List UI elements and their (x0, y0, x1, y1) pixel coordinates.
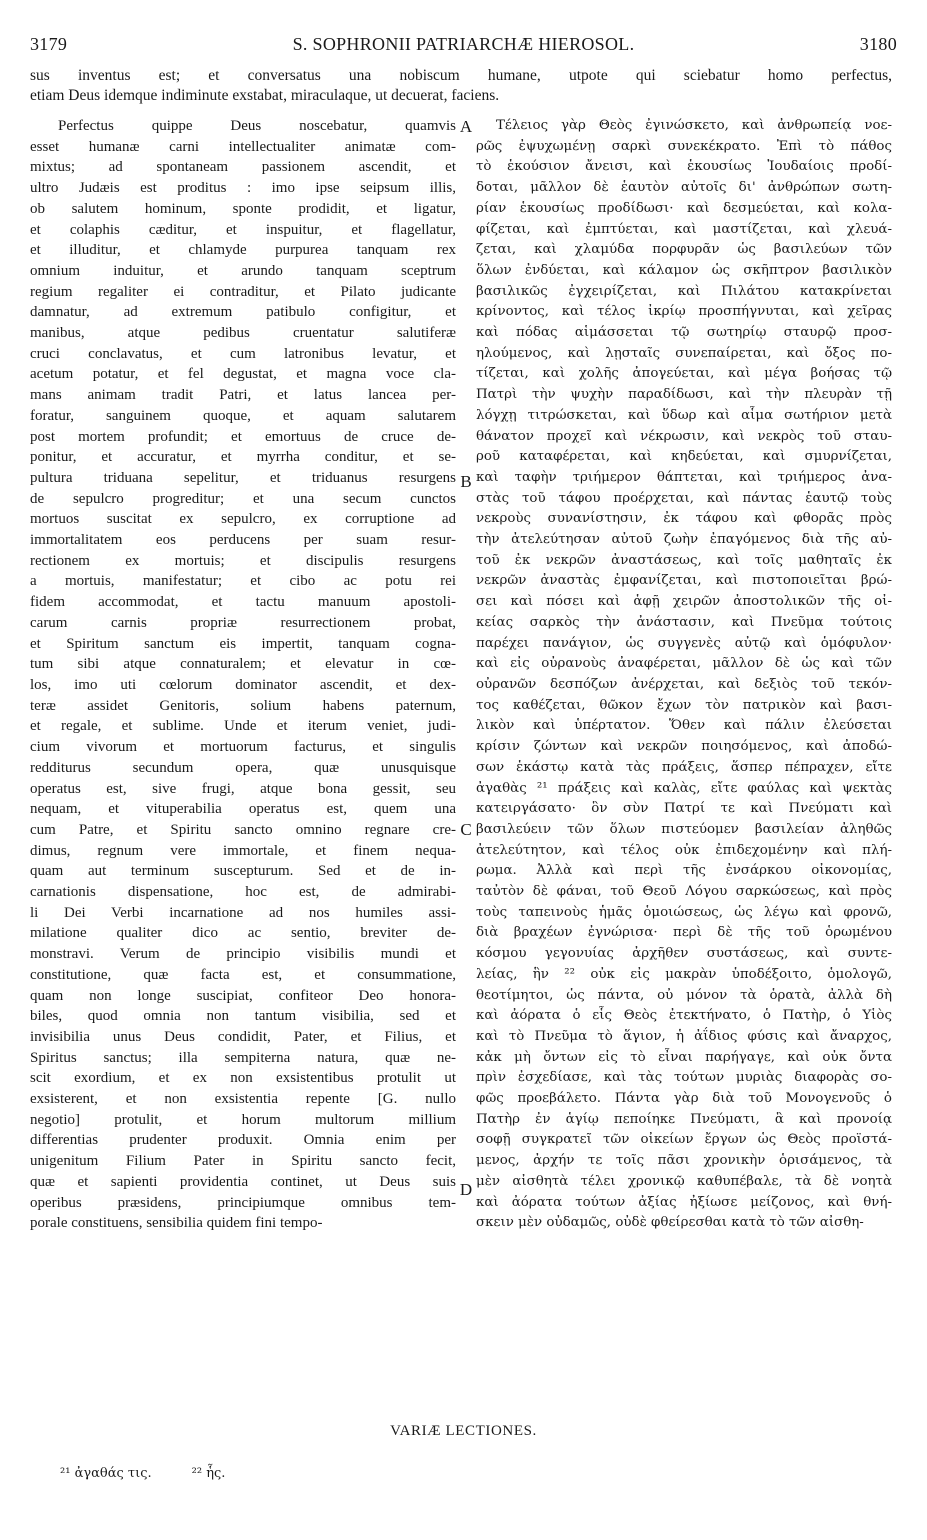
latin-line: immortalitatem eos perducens per suam resur- (30, 532, 456, 549)
greek-line: μὲν αἰσθητὰ τέλει χρονικῷ καθυπέβαλε, τὰ δὲ νοητὰ (476, 1173, 892, 1189)
page-number-right: 3180 (859, 34, 897, 54)
greek-line: διὰ βραχέων ἐγνώρισα· περὶ δὲ τῆς τοῦ ὁρωμένου (476, 925, 892, 941)
latin-line: scit exordium, et ex non exsistentibus protulit ut (30, 1070, 456, 1087)
greek-line: καὶ πόδας αἱμάσσεται τῷ σωτηρίῳ σταυρῷ προσ- (476, 325, 892, 341)
greek-line: ἀτελεύτητον, καὶ τέλος οὐκ ἐπιδεχομένην καὶ πλή- (476, 842, 892, 858)
greek-line: θάνατον προχεῖ καὶ νέκρωσιν, καὶ νεκρὸς τοῦ σταυ- (476, 428, 892, 444)
greek-line: κόσμου γεγονυίας ἀρχῆθεν συστάσεως, καὶ συντε- (476, 946, 892, 962)
greek-line: λόγχῃ τιτρώσκεται, καὶ ὕδωρ καὶ αἷμα σωτήριον μετὰ (476, 407, 892, 423)
latin-line: omnium induitur, et arundo tanquam sceptrum (30, 262, 456, 279)
latin-line: ob salutem hominum, sponte prodidit, et ligatur, (30, 200, 456, 217)
latin-line: carnationis dispensatione, hoc est, de admirabi- (30, 884, 456, 901)
latin-line: biles, quod omnia non tantum visibilia, sed et (30, 1008, 456, 1025)
greek-line: ρίαν ἑκουσίως προδίδωσι· καὶ δεσμεύεται, καὶ κολα- (476, 200, 892, 216)
latin-line: monstravi. Verum de principio visibilis mundi et (30, 946, 456, 963)
latin-line: Spiritus sanctus; illa sempiterna natura, quæ ne- (30, 1049, 456, 1066)
greek-line: ἀγαθὰς ²¹ πράξεις καὶ καλὰς, εἴτε φαύλας καὶ ψεκτὰς (476, 780, 892, 796)
greek-line: φῶς προεβάλετο. Πάντα γὰρ διὰ τοῦ Μονογενοῦς ὁ (476, 1091, 892, 1107)
latin-line: post mortem profundit; et emortuus de cruce de- (30, 428, 456, 445)
latin-line: et illuditur, et chlamyde purpurea tanquam rex (30, 242, 456, 259)
running-header (30, 34, 897, 60)
footnote (60, 1466, 152, 1481)
latin-line: et regale, et sublime. Unde et iterum veniet, judi- (30, 718, 456, 735)
latin-line: quam non longe suscipiat, confiteor Deo honora- (30, 987, 456, 1004)
latin-line: operatus est, sive frugi, atque bona gessit, seu (30, 780, 456, 797)
latin-line: los, imo uti cœlorum dominator ascendit, et dex- (30, 676, 456, 693)
footnote-text: ἀγαθάς τις. (74, 1466, 152, 1481)
intro-line: etiam Deus idemque indiminute exstabat, miraculaque, ut decuerat, faciens. (30, 87, 500, 104)
latin-line: et Spiritum sanctum eis impertit, tanquam cogna- (30, 635, 456, 652)
footnote-number: ²² (191, 1466, 203, 1481)
latin-line: mixtus; ad spontaneam passionem ascendit, et (30, 159, 456, 176)
intro-line: sus inventus est; et conversatus una nobiscum humane, utpote qui sciebatur homo perfectus, (30, 67, 892, 84)
greek-line: βασιλεύειν τῶν ὅλων πιστεύομεν βασιλείαν ἀληθῶς (476, 821, 892, 837)
section-marker-d: D (459, 1180, 473, 1199)
latin-line: et colaphis cæditur, et inspuitur, et flagellatur, (30, 221, 456, 238)
greek-line: μενος, ἀρχήν τε τοῖς πᾶσι χρονικὴν ὁρισάμενος, τὰ (476, 1153, 892, 1169)
greek-line: κρίσιν ζώντων καὶ νεκρῶν ποιησόμενος, καὶ ἀποδώ- (476, 739, 892, 755)
greek-line: κρίνοντος, καὶ τέλος ἰκρίῳ προσπήγνυται, καὶ χεῖρας (476, 304, 892, 320)
greek-line: νεκρῶν ἀναστὰς ἐμφανίζεται, καὶ πιστοποιεῖται βρώ- (476, 573, 892, 589)
greek-line: Πατρὶ τὴν ψυχὴν παραδίδωσι, καὶ τὴν πλευρὰν τῇ (476, 387, 892, 403)
greek-column (476, 116, 892, 1234)
latin-line: negotio] protulit, et horum multorum millium (30, 1111, 456, 1128)
latin-line: differentias prudenter produxit. Omnia enim per (30, 1132, 456, 1149)
latin-line: dimus, regnum vere immortale, et finem nequa- (30, 842, 456, 859)
greek-line: ρωμα. Ἀλλὰ καὶ περὶ τῆς ἐνσάρκου οἰκονομίας, (476, 863, 892, 879)
latin-line: esset humanæ carni intellectualiter animatæ com- (30, 138, 456, 155)
greek-line: καὶ τὸ Πνεῦμα τὸ ἅγιον, ἡ ἀΐδιος φύσις καὶ ἄναρχος, (476, 1028, 892, 1044)
latin-line: cruci conclavatus, et cum latronibus levatur, et (30, 345, 456, 362)
page-number-left: 3179 (30, 34, 68, 54)
footnote (192, 1466, 226, 1481)
greek-line: βασιλικῶς ἐγχειρίζεται, καὶ Πιλάτου κατακρίνεται (476, 283, 892, 299)
latin-line: porale constituens, sensibilia quidem fini tempo- (30, 1215, 323, 1232)
greek-line: τοὺς ταπεινοὺς ἡμᾶς ὁμοιώσεως, ὡς λέγω καὶ φρονῶ, (476, 904, 892, 920)
latin-line: milatione qualiter dico ac sentio, breviter de- (30, 925, 456, 942)
latin-line: acetum potatur, et fel degustat, et magna voce cla- (30, 366, 456, 383)
footnote-text: ἧς. (206, 1466, 226, 1481)
greek-line: ζεται, καὶ χλαμύδα πορφυρᾶν ὡς βασιλεύων τῶν (476, 242, 892, 258)
greek-line: οὐρανῶν δεσπόζων ἀνέρχεται, καὶ δεξιὸς τοῦ τεκόν- (476, 676, 892, 692)
greek-line: λικὸν καὶ ὑπέρτατον. Ὅθεν καὶ πάλιν ἐλεύσεται (476, 718, 892, 734)
greek-line: τὴν ἀτελεύτησαν αὐτοῦ ζωὴν ἐπαγόμενος διὰ τῆς αὐ- (476, 532, 892, 548)
greek-line: καὶ ἀόρατα ὁ εἷς Θεὸς ἐτεκτήνατο, ὁ Πατὴρ, ὁ Υἱὸς (476, 1008, 892, 1024)
latin-line: unigenitum Filium Pater in Spiritu sancto fecit, (30, 1153, 456, 1170)
greek-line: καὶ ταφὴν τριήμερον θάπτεται, καὶ τριήμερος ἀνα- (476, 469, 892, 485)
greek-line: τὸ ἑκούσιον ἄνεισι, καὶ ἑκουσίως Ἰουδαίοις προδί- (476, 159, 892, 175)
greek-line: θεοτίμητοι, ὡς πάντα, οὐ μόνον τὰ ὁρατὰ, ἀλλὰ δὴ (476, 987, 892, 1003)
latin-line: nequam, et vituperabilia operatus est, quem una (30, 801, 456, 818)
latin-line: mortuos suscitat ex sepulcro, ex corruptione ad (30, 511, 456, 528)
greek-line: ροῦ καταφέρεται, καὶ κηδεύεται, καὶ σμυρνίζεται, (476, 449, 892, 465)
greek-line: νεκροὺς συνανίστησιν, ἐκ τάφου καὶ φθορᾶς πρὸς (476, 511, 892, 527)
greek-line: σκειν μὲν οὐδαμῶς, οὐδὲ φθείρεσθαι κατὰ τὸ τῶν αἰσθη- (476, 1215, 864, 1231)
greek-line: Πατὴρ ἐν ἁγίῳ πεποίηκε Πνεύματι, ἃ καὶ προνοίᾳ (476, 1111, 892, 1127)
latin-line: pultura triduana sepelitur, et triduanus resurgens (30, 469, 456, 486)
section-marker-b: B (460, 472, 472, 491)
greek-line: ταὐτὸν δὲ φάναι, τοῦ Θεοῦ Λόγου σαρκώσεως, καὶ πρὸς (476, 884, 892, 900)
greek-line: ὅλων ἐνδύεται, καὶ κάλαμον ὡς σκῆπτρον βασιλικὸν (476, 262, 892, 278)
greek-line: καὶ εἰς οὐρανοὺς ἀναφέρεται, μᾶλλον δὲ ὡς καὶ τῶν (476, 656, 892, 672)
latin-line: cum Patre, et Spiritu sancto omnino regnare cre- (30, 821, 456, 838)
latin-line: quæ et sapienti providentia continet, ut Deus suis (30, 1173, 456, 1190)
greek-line: δοται, μᾶλλον δὲ ἑαυτὸν αὐτοῖς δι' ἀνθρώπων σωτη- (476, 180, 892, 196)
greek-line: στὰς τοῦ τάφου προέρχεται, καὶ πάντας ἑαυτῷ τοὺς (476, 490, 892, 506)
greek-line: ρῶς ἐψυχωμένῃ σαρκὶ συνεκέκρατο. Ἐπὶ τὸ πάθος (476, 138, 892, 154)
latin-line: a mortuis, manifestatur; et cibo ac potu rei (30, 573, 456, 590)
latin-line: operibus præsidens, principiumque omnibus tem- (30, 1194, 456, 1211)
greek-line: πρὶν ἐσχεδίασε, καὶ τὰς τούτων μυριὰς διαφορὰς σο- (476, 1070, 892, 1086)
greek-line: τίζεται, καὶ χολῆς ἀπογεύεται, καὶ μέγα βοήσας τῷ (476, 366, 892, 382)
greek-line: τοῦ ἐκ νεκρῶν ἀναστάσεως, καὶ τοῖς μαθηταῖς ἐκ (476, 552, 892, 568)
greek-line: λείας, ἣν ²² οὐκ εἰς μακρὰν ὑποδέξοιτο, ὁμολογῶ, (476, 966, 892, 982)
footnotes (60, 1466, 265, 1481)
latin-line: tum sibi atque connaturalem; et elevatur in cœ- (30, 656, 456, 673)
greek-line: τος καθέζεται, θῶκον ἔχων τὸν πατρικὸν καὶ βασι- (476, 697, 892, 713)
running-title: S. SOPHRONII PATRIARCHÆ HIEROSOL. (292, 34, 635, 54)
section-marker-a: A (459, 117, 473, 136)
latin-line: li Dei Verbi incarnatione ad nos humiles assi- (30, 904, 456, 921)
latin-line: ponitur, et accuratur, et myrrha conditur, et se- (30, 449, 456, 466)
latin-line: teræ assidet Genitoris, solium habens paternum, (30, 697, 456, 714)
greek-line: κἀκ μὴ ὄντων εἰς τὸ εἶναι παρήγαγε, καὶ οὐκ ὄντα (476, 1049, 892, 1065)
latin-line: mans animam tradit Patri, et latus lancea per- (30, 387, 456, 404)
greek-line: παρέχει πανάγιον, ὡς συγγενὲς αὐτῷ καὶ ὁμόφυλον· (476, 635, 892, 651)
latin-line: invisibilia unus Deus condidit, Pater, et Filius, et (30, 1028, 456, 1045)
latin-line: carum carnis propriæ resurrectionem probat, (30, 614, 456, 631)
greek-line: σοφῇ συγκρατεῖ τῶν οἰκείων ἔργων ὡς Θεὸς προϊστά- (476, 1132, 892, 1148)
greek-line: καὶ ἀόρατα τούτων ἀξίας ἠξίωσε μείζονος, καὶ θνή- (476, 1194, 892, 1210)
section-marker-c: C (460, 820, 472, 839)
latin-line: manibus, atque pedibus cruentatur salutiferæ (30, 325, 456, 342)
latin-line: cium vivorum et mortuorum facturus, et singulis (30, 739, 456, 756)
footnote-number: ²¹ (60, 1466, 71, 1481)
intro-paragraph (30, 66, 892, 106)
latin-line: constitutione, quæ facta est, et consummatione, (30, 966, 456, 983)
greek-line: Τέλειος γὰρ Θεὸς ἐγινώσκετο, καὶ ἀνθρωπείᾳ νοε- (496, 118, 892, 133)
latin-line: regium regaliter ei contraditur, et Pilato judicante (30, 283, 456, 300)
latin-line: ultro Judæis est proditus : imo ipse seipsum illis, (30, 180, 456, 197)
latin-line: rectionem ex mortuis; et discipulis resurgens (30, 552, 456, 569)
greek-line: σων ἑκάστῳ κατὰ τὰς πράξεις, ἅσπερ πέπραχεν, εἴτε (476, 759, 892, 775)
latin-line: quam aut terminum suscepturum. Sed et de in- (30, 863, 456, 880)
latin-column (30, 116, 456, 1234)
latin-line: de sepulcro progreditur; et una secum cunctos (30, 490, 456, 507)
greek-line: σει καὶ πόσει καὶ ἁφῇ χειρῶν ἀποστολικῶν τῆς οἰ- (476, 594, 892, 610)
latin-line: Perfectus quippe Deus noscebatur, quamvis (58, 118, 456, 134)
greek-line: ηλούμενος, καὶ λῃσταῖς συνεπαίρεται, καὶ ὄξος πο- (476, 345, 892, 361)
greek-line: κατειργάσατο· ὃν σὺν Πατρί τε καὶ Πνεύματι καὶ (476, 801, 892, 817)
latin-line: foratur, sanguinem quoque, et aquam salutarem (30, 407, 456, 424)
variae-lectiones-heading: VARIÆ LECTIONES. (390, 1423, 537, 1439)
greek-line: φίζεται, καὶ ἐμπτύεται, καὶ μαστίζεται, καὶ χλευά- (476, 221, 892, 237)
latin-line: fidem accommodat, et tactu manuum apostoli- (30, 594, 456, 611)
greek-line: κείας σαρκὸς τὴν ἀνάστασιν, καὶ Πνεῦμα τούτοις (476, 614, 892, 630)
latin-line: redditurus secundum opera, quæ unusquisque (30, 759, 456, 776)
latin-line: exsisterent, et non exsistentia repente [G. nullo (30, 1091, 456, 1108)
latin-line: damnatur, ad extremum patibulo configitur, et (30, 304, 456, 321)
